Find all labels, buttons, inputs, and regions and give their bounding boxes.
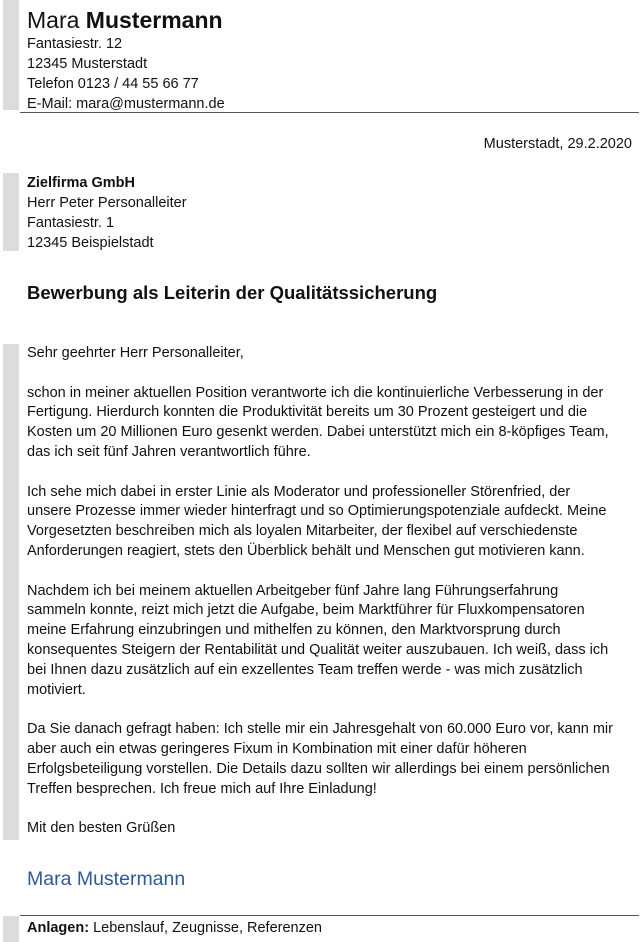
- recipient-person: Herr Peter Personalleiter: [27, 195, 187, 211]
- recipient-street: Fantasiestr. 1: [27, 215, 115, 231]
- paragraph-line: sammeln konnte, reizt mich jetzt die Aufgabe, beim Marktführer für Fluxkompensatoren: [27, 602, 585, 619]
- paragraph-line: meine Erfahrung einzubringen und mithelfen zu können, den Marktvorsprung durch: [27, 622, 561, 639]
- paragraph-3: [27, 582, 635, 701]
- footer-divider: [20, 915, 639, 916]
- body-accent-bar: [3, 344, 19, 840]
- header-accent-bar: [3, 0, 19, 110]
- paragraph-line: Treffen besprechen. Ich freue mich auf Ihre Einladung!: [27, 780, 377, 797]
- sender-phone: Telefon 0123 / 44 55 66 77: [27, 76, 199, 92]
- paragraph-line: Fertigung. Hierdurch konnten die Produktivität bereits um 30 Prozent gesteigert und die: [27, 404, 588, 421]
- sender-name: [27, 5, 223, 35]
- sender-city: 12345 Musterstadt: [27, 56, 148, 72]
- paragraph-line: Vorgesetzten beschreiben mich als loyalen Mitarbeiter, der flexibel auf verschiedenste: [27, 523, 578, 540]
- paragraph-line: unsere Prozesse immer wieder hinterfragt und so Optimierungspotenziale aufdeckt. Meine: [27, 503, 607, 520]
- sender-email: E-Mail: mara@mustermann.de: [27, 96, 225, 112]
- paragraph-line: schon in meiner aktuellen Position verantworte ich die kontinuierliche Verbesserung in der: [27, 384, 604, 401]
- salutation-text: Sehr geehrter Herr Personalleiter,: [27, 345, 244, 361]
- attachments-line: [27, 918, 322, 938]
- attachments-accent-bar: [3, 916, 19, 942]
- sender-first-name: Mara: [27, 7, 80, 33]
- paragraph-line: Nachdem ich bei meinem aktuellen Arbeitgeber fünf Jahre lang Führungserfahrung: [27, 582, 559, 599]
- recipient-city: 12345 Beispielstadt: [27, 235, 154, 251]
- closing: [27, 819, 635, 839]
- sender-last-name: Mustermann: [85, 7, 223, 33]
- attachments-value: Lebenslauf, Zeugnisse, Referenzen: [93, 920, 322, 936]
- closing-text: Mit den besten Grüßen: [27, 820, 176, 837]
- letter-body: [27, 344, 635, 859]
- recipient-company: Zielfirma GmbH: [27, 175, 135, 191]
- paragraph-line: aber auch ein etwas geringeres Fixum in Kombination mit einer dafür höheren: [27, 740, 527, 757]
- salutation: [27, 344, 635, 364]
- paragraph-line: Da Sie danach gefragt haben: Ich stelle mir ein Jahresgehalt von 60.000 Euro vor, kann mir: [27, 721, 613, 738]
- recipient-block: [27, 173, 187, 253]
- paragraph-2: [27, 483, 635, 562]
- letter-subject: Bewerbung als Leiterin der Qualitätssicherung: [27, 282, 438, 303]
- paragraph-line: Erfolgsbeteiligung vorstellen. Die Details dazu sollten wir allerdings bei einem persönlichen: [27, 760, 610, 777]
- paragraph-line: das ich seit fünf Jahren verantwortlich führe.: [27, 443, 311, 460]
- sender-contact-block: [27, 34, 225, 114]
- paragraph-line: konsequentes Steigern der Rentabilität und Qualität weiter auszubauen. Ich weiß, dass ich: [27, 641, 609, 658]
- paragraph-1: [27, 384, 635, 463]
- paragraph-line: Kosten um 20 Millionen Euro gesenkt werden. Dabei unterstützt mich ein 8-köpfiges Team,: [27, 424, 609, 441]
- date-line: Musterstadt, 29.2.2020: [483, 136, 632, 152]
- paragraph-line: Anforderungen reagiert, stets den Überblick behält und Menschen gut motivieren kann.: [27, 542, 585, 559]
- sender-street: Fantasiestr. 12: [27, 36, 123, 52]
- paragraph-line: Ich sehe mich dabei in erster Linie als Moderator und professioneller Störenfried, der: [27, 483, 571, 500]
- paragraph-4: [27, 720, 635, 799]
- paragraph-line: motiviert.: [27, 681, 86, 698]
- recipient-accent-bar: [3, 173, 19, 251]
- attachments-label: Anlagen:: [27, 920, 90, 936]
- signature-name: Mara Mustermann: [27, 868, 186, 890]
- paragraph-line: bei Ihnen dazu zusätzlich auf ein exzellentes Team treffen werde - was mich zusätzlich: [27, 661, 583, 678]
